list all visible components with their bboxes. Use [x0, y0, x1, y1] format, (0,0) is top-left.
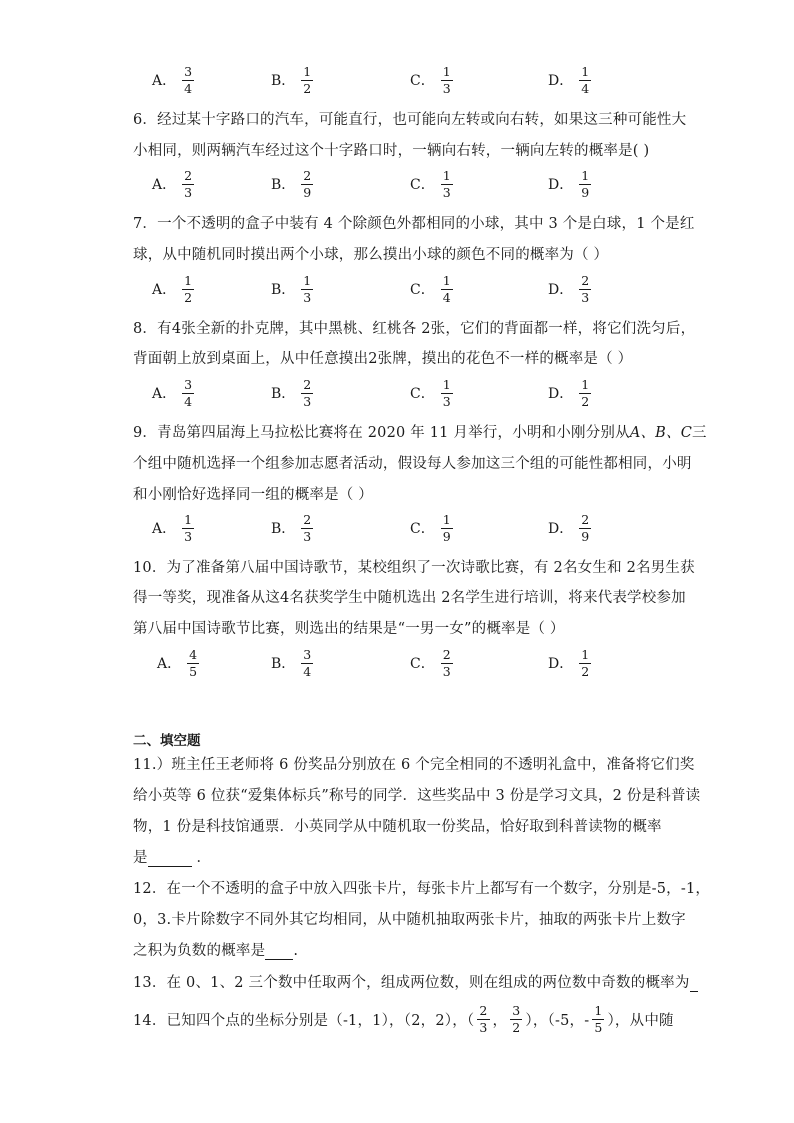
q12-answer-blank[interactable] — [265, 943, 293, 960]
numerator: 1 — [442, 167, 451, 183]
denominator: 5 — [594, 1020, 603, 1035]
numerator: 2 — [303, 376, 312, 392]
numerator: 1 — [184, 511, 193, 527]
denominator: 3 — [303, 289, 312, 305]
numerator: 1 — [581, 167, 590, 183]
denominator: 3 — [442, 184, 451, 200]
fraction — [301, 648, 313, 679]
q9-option-a[interactable] — [152, 510, 194, 546]
denominator: 3 — [303, 393, 312, 409]
denominator: 3 — [442, 393, 451, 409]
q10-option-c[interactable] — [410, 645, 453, 681]
q11-line-3: 物，1 份是科技馆通票．小英同学从中随机取一份奖品，恰好取到科普读物的概率 — [133, 819, 662, 835]
q7-option-a[interactable] — [152, 271, 194, 307]
fraction — [579, 378, 591, 409]
option-letter: A． — [152, 386, 177, 402]
fraction — [579, 513, 591, 544]
option-letter: A． — [152, 282, 177, 298]
option-letter: C． — [410, 386, 435, 402]
option-letter: B． — [271, 73, 296, 89]
option-letter: B． — [271, 282, 296, 298]
fraction — [301, 513, 313, 544]
q14-text-c: ），（-5，- — [525, 1013, 590, 1029]
q14-text-a: 14．已知四个点的坐标分别是（-1，1），（2，2），（ — [133, 1013, 475, 1029]
numerator: 2 — [479, 1003, 488, 1018]
numerator: 1 — [594, 1003, 603, 1018]
fraction — [592, 1004, 604, 1035]
q8-option-c[interactable] — [410, 375, 453, 411]
denominator: 2 — [581, 663, 590, 679]
q5-option-a[interactable] — [152, 62, 194, 98]
numerator: 1 — [581, 646, 590, 662]
denominator: 9 — [581, 184, 590, 200]
fraction — [301, 378, 313, 409]
q9-line-1 — [133, 421, 707, 442]
denominator: 3 — [442, 663, 451, 679]
numerator: 1 — [442, 511, 451, 527]
option-letter: B． — [271, 521, 296, 537]
q13-answer-blank[interactable] — [690, 975, 698, 992]
numerator: 4 — [189, 646, 198, 662]
q10-line-3: 第八届中国诗歌节比赛，则选出的结果是“一男一女”的概率是（ ） — [133, 621, 565, 637]
numerator: 2 — [442, 646, 451, 662]
q14-text-d: ），从中随 — [607, 1013, 674, 1029]
q9-option-c[interactable] — [410, 510, 453, 546]
q8-option-b[interactable] — [271, 375, 313, 411]
q9-text-b: 三 — [692, 425, 707, 441]
denominator: 5 — [189, 663, 198, 679]
q12-text-b: . — [293, 943, 299, 959]
denominator: 2 — [303, 80, 312, 96]
q7-options — [0, 271, 794, 307]
q10-line-2: 得一等奖，现准备从这4名获奖学生中随机选出 2名学生进行培训，将来代表学校参加 — [133, 590, 686, 606]
numerator: 1 — [442, 376, 451, 392]
numerator: 2 — [303, 167, 312, 183]
q9-options — [0, 510, 794, 546]
denominator: 9 — [442, 528, 451, 544]
numerator: 2 — [581, 511, 590, 527]
q6-option-d[interactable] — [548, 166, 591, 202]
numerator: 1 — [581, 376, 590, 392]
numerator: 3 — [512, 1003, 521, 1018]
denominator: 3 — [184, 184, 193, 200]
q6-option-b[interactable] — [271, 166, 313, 202]
option-letter: B． — [271, 656, 296, 672]
denominator: 3 — [479, 1020, 488, 1035]
denominator: 4 — [184, 80, 193, 96]
fraction — [182, 378, 194, 409]
q11-line-1: 11.）班主任王老师将 6 份奖品分别放在 6 个完全相同的不透明礼盒中，准备将它们奖 — [133, 757, 695, 773]
fraction — [301, 169, 313, 200]
option-letter: D． — [548, 656, 574, 672]
q9-line-3: 和小刚恰好选择同一组的概率是（ ） — [133, 487, 374, 503]
option-letter: C． — [410, 177, 435, 193]
fraction — [441, 378, 453, 409]
q10-option-b[interactable] — [271, 645, 313, 681]
denominator: 4 — [303, 663, 312, 679]
q9-option-b[interactable] — [271, 510, 313, 546]
q8-line-2: 背面朝上放到桌面上，从中任意摸出2张牌，摸出的花色不一样的概率是（ ） — [133, 351, 633, 367]
denominator: 2 — [184, 289, 193, 305]
numerator: 1 — [184, 272, 193, 288]
option-letter: A． — [152, 521, 177, 537]
q12-line-1: 12．在一个不透明的盒子中放入四张卡片，每张卡片上都写有一个数字，分别是-5，-1， — [133, 881, 711, 897]
q11-text-a: 是 — [133, 850, 148, 866]
denominator: 3 — [442, 80, 451, 96]
denominator: 9 — [581, 528, 590, 544]
denominator: 2 — [581, 393, 590, 409]
q13-text: 13．在 0、1、2 三个数中任取两个，组成两位数，则在组成的两位数中奇数的概率为 — [133, 975, 690, 991]
q11-line-4 — [133, 846, 211, 867]
option-letter: C． — [410, 656, 435, 672]
q6-option-a[interactable] — [152, 166, 194, 202]
option-letter: C． — [410, 73, 435, 89]
q14-line-1 — [133, 1004, 674, 1035]
denominator: 3 — [581, 289, 590, 305]
fraction — [187, 648, 199, 679]
q6-options — [0, 166, 794, 202]
option-letter: D． — [548, 282, 574, 298]
option-letter: D． — [548, 73, 574, 89]
numerator: 2 — [303, 511, 312, 527]
fraction — [441, 513, 453, 544]
denominator: 2 — [512, 1020, 521, 1035]
numerator: 1 — [442, 63, 451, 79]
q9-option-d[interactable] — [548, 510, 591, 546]
q5-option-b[interactable] — [271, 62, 313, 98]
section-heading-fill-in: 二、填空题 — [133, 733, 201, 749]
option-letter: A． — [152, 177, 177, 193]
q6-line-1: 6．经过某十字路口的汽车，可能直行，也可能向左转或向右转，如果这三种可能性大 — [133, 112, 687, 128]
q7-option-d[interactable] — [548, 271, 591, 307]
option-letter: A． — [152, 73, 177, 89]
q9-line-2: 个组中随机选择一个组参加志愿者活动，假设每人参加这三个组的可能性都相同，小明 — [133, 456, 692, 472]
q6-line-2: 小相同，则两辆汽车经过这个十字路口时，一辆向右转，一辆向左转的概率是( ) — [133, 143, 650, 159]
q7-option-c[interactable] — [410, 271, 453, 307]
q11-line-2: 给小英等 6 位获“爱集体标兵”称号的同学．这些奖品中 3 份是学习文具，2 份是科普读 — [133, 788, 701, 804]
denominator: 4 — [184, 393, 193, 409]
q9-group-vars: A、B、C — [629, 425, 693, 441]
numerator: 3 — [303, 646, 312, 662]
q14-text-b: ， — [492, 1013, 508, 1029]
fraction — [301, 274, 313, 305]
option-letter: B． — [271, 177, 296, 193]
q12-line-3 — [133, 939, 298, 960]
fraction — [182, 169, 194, 200]
fraction — [182, 274, 194, 305]
option-letter: D． — [548, 521, 574, 537]
option-letter: A． — [157, 656, 182, 672]
option-letter: D． — [548, 386, 574, 402]
numerator: 3 — [184, 63, 193, 79]
q5-options — [0, 62, 794, 98]
numerator: 2 — [581, 272, 590, 288]
fraction — [441, 648, 453, 679]
numerator: 3 — [184, 376, 193, 392]
q9-text-a: 9．青岛第四届海上马拉松比赛将在 2020 年 11 月举行，小明和小刚分别从 — [133, 425, 630, 441]
q8-line-1: 8．有4张全新的扑克牌，其中黑桃、红桃各 2张，它们的背面都一样，将它们洗匀后， — [133, 321, 696, 337]
q13-line-1 — [133, 971, 698, 992]
option-letter: D． — [548, 177, 574, 193]
q7-line-1: 7．一个不透明的盒子中装有 4 个除颜色外都相同的小球，其中 3 个是白球，1 个是红 — [133, 216, 695, 232]
denominator: 3 — [303, 528, 312, 544]
numerator: 2 — [184, 167, 193, 183]
q11-answer-blank[interactable] — [148, 850, 192, 867]
denominator: 9 — [303, 184, 312, 200]
q10-option-d[interactable] — [548, 645, 591, 681]
denominator: 4 — [442, 289, 451, 305]
q5-option-d[interactable] — [548, 62, 591, 98]
fraction — [441, 274, 453, 305]
fraction — [579, 274, 591, 305]
fraction — [579, 65, 591, 96]
fraction — [579, 169, 591, 200]
numerator: 1 — [581, 63, 590, 79]
numerator: 1 — [303, 272, 312, 288]
q8-option-a[interactable] — [152, 375, 194, 411]
q10-options — [0, 645, 794, 681]
fraction — [579, 648, 591, 679]
fraction — [441, 169, 453, 200]
option-letter: C． — [410, 282, 435, 298]
fraction — [182, 65, 194, 96]
fraction — [441, 65, 453, 96]
denominator: 3 — [184, 528, 193, 544]
q5-option-c[interactable] — [410, 62, 453, 98]
q7-line-2: 球，从中随机同时摸出两个小球，那么摸出小球的颜色不同的概率为（ ） — [133, 247, 609, 263]
fraction — [477, 1004, 489, 1035]
fraction — [510, 1004, 522, 1035]
q7-option-b[interactable] — [271, 271, 313, 307]
q6-option-c[interactable] — [410, 166, 453, 202]
numerator: 1 — [303, 63, 312, 79]
denominator: 4 — [581, 80, 590, 96]
option-letter: B． — [271, 386, 296, 402]
numerator: 1 — [442, 272, 451, 288]
q11-text-b: ． — [191, 850, 212, 866]
q8-option-d[interactable] — [548, 375, 591, 411]
q12-line-2: 0，3.卡片除数字不同外其它均相同，从中随机抽取两张卡片，抽取的两张卡片上数字 — [133, 912, 686, 928]
q12-text-a: 之积为负数的概率是 — [133, 943, 266, 959]
fraction — [301, 65, 313, 96]
q8-options — [0, 375, 794, 411]
q10-line-1: 10．为了准备第八届中国诗歌节，某校组织了一次诗歌比赛，有 2名女生和 2名男生获 — [133, 560, 695, 576]
option-letter: C． — [410, 521, 435, 537]
q10-option-a[interactable] — [157, 645, 199, 681]
fraction — [182, 513, 194, 544]
